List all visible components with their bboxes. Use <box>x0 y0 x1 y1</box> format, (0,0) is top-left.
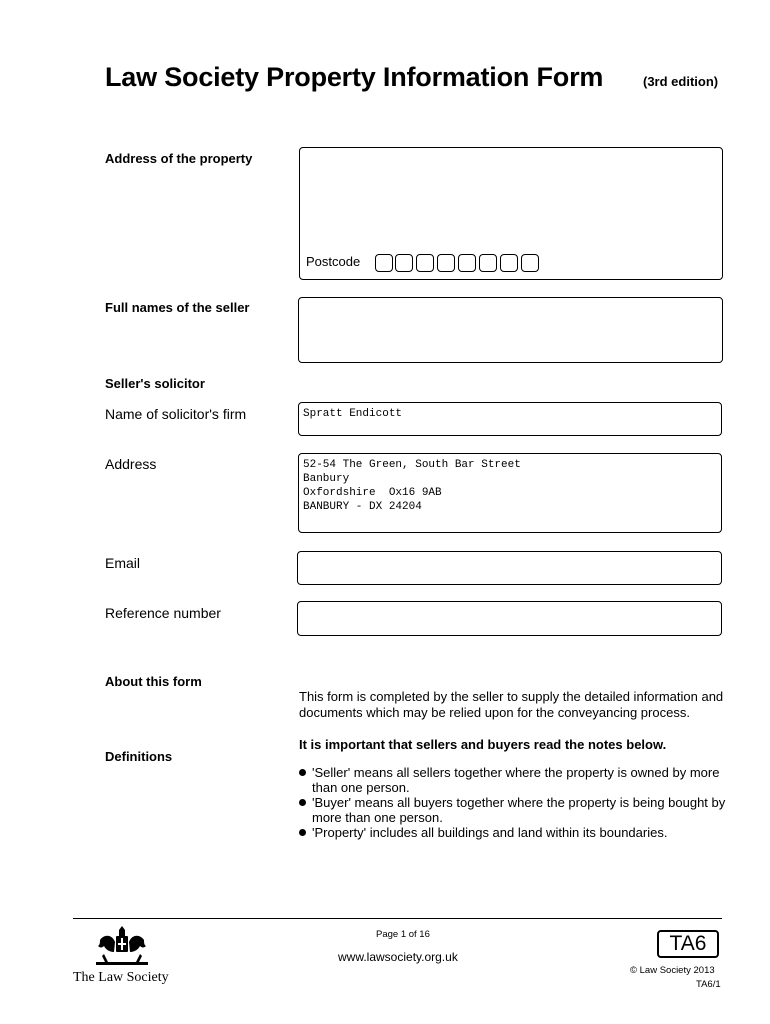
solicitor-firm-label: Name of solicitor's firm <box>105 406 247 422</box>
definition-item: 'Property' includes all buildings and land within its boundaries. <box>299 825 729 840</box>
solicitor-firm-value: Spratt Endicott <box>303 408 403 420</box>
reference-number-label: Reference number <box>105 605 221 621</box>
postcode-char-box[interactable] <box>479 254 497 272</box>
form-title: Law Society Property Information Form <box>105 62 604 92</box>
property-address-label: Address of the property <box>105 151 253 166</box>
sellers-solicitor-heading: Seller's solicitor <box>105 376 205 391</box>
bullet-icon <box>299 829 306 836</box>
important-notice: It is important that sellers and buyers read the notes below. <box>299 737 667 752</box>
law-society-brand: The Law Society <box>73 970 169 985</box>
bullet-icon <box>299 769 306 776</box>
postcode-char-box[interactable] <box>521 254 539 272</box>
about-form-text: This form is completed by the seller to supply the detailed information and documents which may be relied upon for the conveyancing process. <box>299 689 724 720</box>
postcode-char-box[interactable] <box>437 254 455 272</box>
seller-names-field[interactable] <box>298 297 723 363</box>
definitions-list <box>299 765 729 840</box>
postcode-char-box[interactable] <box>500 254 518 272</box>
solicitor-address-value: 52-54 The Green, South Bar Street Banbury Oxfordshire Ox16 9AB BANBURY - DX 24204 <box>303 459 521 513</box>
solicitor-email-value <box>298 552 721 556</box>
page-number: Page 1 of 16 <box>376 929 430 940</box>
postcode-char-box[interactable] <box>416 254 434 272</box>
seller-names-value <box>299 298 722 302</box>
postcode-char-box[interactable] <box>395 254 413 272</box>
reference-number-value <box>298 602 721 606</box>
form-code-badge: TA6 <box>657 930 719 958</box>
postcode-label: Postcode <box>306 254 361 269</box>
about-form-heading: About this form <box>105 674 202 689</box>
bullet-icon <box>299 799 306 806</box>
postcode-char-box[interactable] <box>375 254 393 272</box>
solicitor-firm-field[interactable] <box>298 402 722 436</box>
copyright-text: © Law Society 2013 <box>630 965 715 976</box>
solicitor-address-label: Address <box>105 456 157 472</box>
form-reference: TA6/1 <box>696 979 721 990</box>
postcode-char-box[interactable] <box>458 254 476 272</box>
solicitor-address-field[interactable] <box>298 453 722 533</box>
property-address-value <box>300 148 722 152</box>
solicitor-email-label: Email <box>105 555 141 571</box>
definition-item: 'Seller' means all sellers together where the property is owned by more than one person. <box>299 765 729 795</box>
reference-number-field[interactable] <box>297 601 722 636</box>
law-society-crest-icon <box>92 924 152 968</box>
solicitor-email-field[interactable] <box>297 551 722 585</box>
edition-label: (3rd edition) <box>643 74 719 89</box>
website-link[interactable]: www.lawsociety.org.uk <box>338 950 458 964</box>
definition-item: 'Buyer' means all buyers together where the property is being bought by more than one person. <box>299 795 729 825</box>
footer-divider <box>73 918 722 919</box>
seller-names-label: Full names of the seller <box>105 300 250 315</box>
definitions-heading: Definitions <box>105 749 173 764</box>
